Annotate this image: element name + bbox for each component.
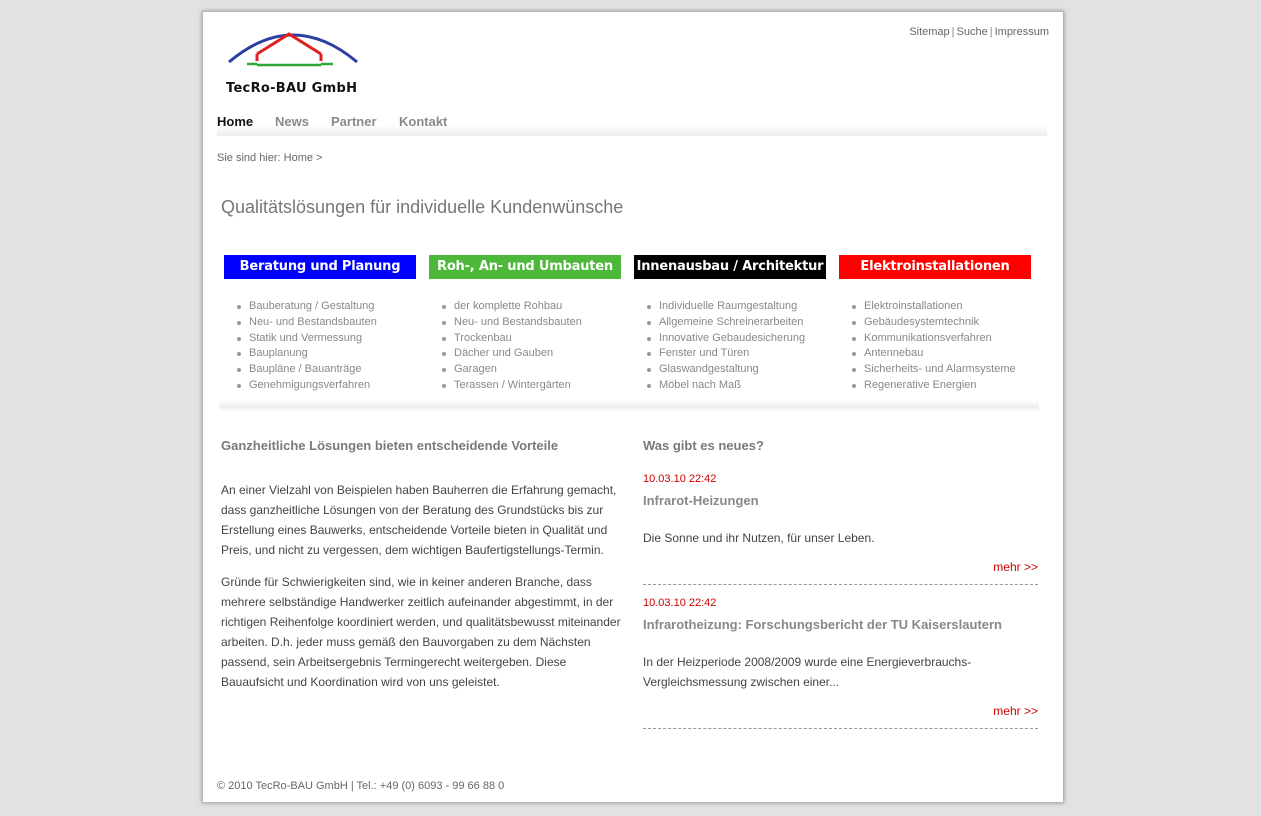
news-date: 10.03.10 22:42 [643, 473, 717, 485]
service-column-planning [224, 255, 416, 394]
search-link[interactable]: Suche [956, 26, 988, 38]
list-item: Innovative Gebaudesicherung [659, 331, 826, 347]
service-header[interactable]: Roh-, An- und Umbauten [429, 255, 621, 279]
intro-paragraph: Gründe für Schwierigkeiten sind, wie in keiner anderen Branche, dass mehrere selbständige Handwerker zeitlich aufeinander abgestimmt, in der richtigen Reihenfolge koordiniert werden, und qualitätsbewusst miteinander arbeiten. D.h. jeder muss gemäß den Bauvorgaben zu dem Nächsten passend, sein Arbeitsergebnis Termingerecht weitergeben. Diese Bauaufsicht und Koordination wird von uns geleistet. [221, 575, 621, 689]
news-more-row [643, 704, 1038, 718]
list-item: Kommunikationsverfahren [864, 331, 1031, 347]
list-item: der komplette Rohbau [454, 299, 621, 315]
list-item: Statik und Vermessung [249, 331, 416, 347]
news-title: Infrarotheizung: Forschungsbericht der TU Kaiserslautern [643, 617, 1002, 632]
nav-item-home[interactable]: Home [217, 114, 254, 129]
list-item: Gebäudesystemtechnik [864, 315, 1031, 331]
news-text: In der Heizperiode 2008/2009 wurde eine Energieverbrauchs-Vergleichsmessung zwischen einer... [643, 655, 972, 689]
news-title: Infrarot-Heizungen [643, 493, 759, 508]
list-item: Möbel nach Maß [659, 378, 826, 394]
news-item [643, 473, 1038, 585]
service-column-construction [429, 255, 621, 394]
list-item: Elektroinstallationen [864, 299, 1031, 315]
intro-title: Ganzheitliche Lösungen bieten entscheidende Vorteile [221, 438, 559, 453]
news-section-title: Was gibt es neues? [643, 438, 764, 453]
service-list [839, 299, 1031, 394]
news-section [643, 438, 1038, 741]
news-more-link[interactable]: mehr >> [993, 704, 1038, 718]
nav-item-partner[interactable]: Partner [331, 114, 377, 129]
impressum-link[interactable]: Impressum [994, 26, 1049, 38]
list-item: Glaswandgestaltung [659, 362, 826, 378]
service-column-interior [634, 255, 826, 394]
news-more-link[interactable]: mehr >> [993, 560, 1038, 574]
service-list [224, 299, 416, 394]
logo-house-icon [223, 24, 363, 84]
list-item: Regenerative Energien [864, 378, 1031, 394]
page-title: Qualitätslösungen für individuelle Kundenwünsche [221, 197, 624, 217]
breadcrumb: Sie sind hier: Home > [217, 152, 323, 164]
list-item: Neu- und Bestandsbauten [249, 315, 416, 331]
intro-paragraph: An einer Vielzahl von Beispielen haben Bauherren die Erfahrung gemacht, dass ganzheitliche Lösungen von der Beratung des Grundstücks bis zur Erstellung eines Bauwerks, entscheidende Vorteile bieten in Qualität und Preis, und nicht zu vergessen, dem wichtigen Baufertigstellungs-Termin. [221, 483, 617, 557]
list-item: Bauberatung / Gestaltung [249, 299, 416, 315]
main-navigation [217, 108, 1047, 136]
list-item: Bauplanung [249, 346, 416, 362]
nav-item-kontakt[interactable]: Kontakt [399, 114, 448, 129]
news-more-row [643, 560, 1038, 574]
list-item: Dächer und Gauben [454, 346, 621, 362]
service-header[interactable]: Elektroinstallationen [839, 255, 1031, 279]
separator: | [951, 26, 955, 38]
service-header[interactable]: Innenausbau / Architektur [634, 255, 826, 279]
service-column-electrical [839, 255, 1031, 394]
list-item: Individuelle Raumgestaltung [659, 299, 826, 315]
intro-section [221, 438, 621, 704]
list-item: Antennebau [864, 346, 1031, 362]
list-item: Fenster und Türen [659, 346, 826, 362]
separator: | [989, 26, 993, 38]
top-links [909, 26, 1049, 38]
service-header[interactable]: Beratung und Planung [224, 255, 416, 279]
list-item: Neu- und Bestandsbauten [454, 315, 621, 331]
footer: © 2010 TecRo-BAU GmbH | Tel.: +49 (0) 6093 - 99 66 88 0 [217, 780, 505, 792]
service-list [429, 299, 621, 394]
section-divider [219, 400, 1039, 412]
news-item [643, 597, 1038, 729]
list-item: Allgemeine Schreinerarbeiten [659, 315, 826, 331]
list-item: Genehmigungsverfahren [249, 378, 416, 394]
list-item: Terassen / Wintergärten [454, 378, 621, 394]
news-date: 10.03.10 22:42 [643, 597, 717, 609]
list-item: Baupläne / Bauanträge [249, 362, 416, 378]
list-item: Sicherheits- und Alarmsysteme [864, 362, 1031, 378]
news-text: Die Sonne und ihr Nutzen, für unser Leben. [643, 531, 875, 545]
list-item: Garagen [454, 362, 621, 378]
sitemap-link[interactable]: Sitemap [909, 26, 950, 38]
logo-text: TecRo-BAU GmbH [226, 81, 358, 96]
page-container [202, 11, 1064, 803]
company-logo[interactable] [223, 24, 363, 96]
nav-item-news[interactable]: News [275, 114, 309, 129]
service-list [634, 299, 826, 394]
list-item: Trockenbau [454, 331, 621, 347]
